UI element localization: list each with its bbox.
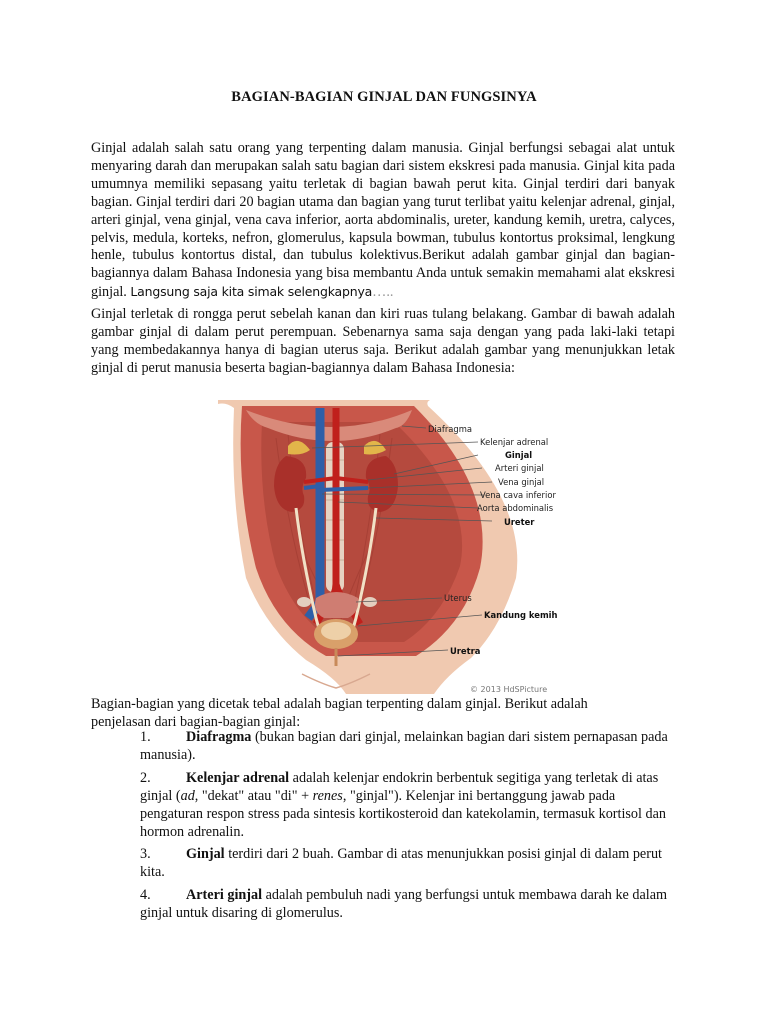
uterus [315, 592, 358, 618]
list-item [140, 770, 680, 842]
summary-paragraph: Bagian-bagian yang dicetak tebal adalah bagian terpenting dalam ginjal. Berikut adalah penjelasan dari bagian-bagian ginjal: [91, 696, 588, 730]
list-number: 1. [140, 729, 151, 745]
page-title: BAGIAN-BAGIAN GINJAL DAN FUNGSINYA [231, 89, 537, 105]
list-italic-renes: renes [312, 787, 343, 804]
list-text: (bukan bagian dari ginjal, melainkan bagian dari sistem pernapasan pada manusia). [140, 729, 668, 763]
figure-copyright: © 2013 HdSPicture [470, 685, 548, 694]
label-kandung-kemih: Kandung kemih [484, 610, 558, 620]
label-arteri-ginjal: Arteri ginjal [495, 463, 544, 473]
list-term: Kelenjar adrenal [186, 769, 290, 786]
label-uterus: Uterus [444, 593, 472, 603]
kidney-anatomy-figure [216, 398, 560, 694]
list-item [140, 887, 680, 923]
list-term: Ginjal [186, 846, 225, 863]
list-item [140, 729, 680, 765]
list-text: terdiri dari 2 buah. Gambar di atas menunjukkan posisi ginjal di dalam perut kita. [140, 846, 662, 881]
list-number: 4. [140, 887, 151, 904]
intro-tail: Langsung saja kita simak selengkapnya [130, 284, 373, 300]
list-text: adalah pembuluh nadi yang berfungsi untuk membawa darah ke dalam ginjal untuk disaring di glomerulus. [140, 887, 668, 922]
list-term: Diafragma [186, 729, 252, 745]
intro-paragraph [91, 140, 675, 302]
list-number: 2. [140, 769, 151, 786]
list-text: , "dekat" atau "di" + [194, 787, 313, 804]
label-aorta-abdominalis: Aorta abdominalis [477, 503, 554, 513]
label-ureter: Ureter [504, 517, 535, 527]
list-text: adalah kelenjar endokrin berbentuk segitiga yang terletak di atas ginjal ( [140, 769, 659, 804]
list-item [140, 846, 680, 882]
list-text: , "ginjal"). Kelenjar ini bertanggung jawab pada pengaturan respon stress pada sintesis kortikosteroid dan katekolamin, termasuk kortisol dan hormon adrenalin. [140, 787, 667, 840]
label-vena-ginjal: Vena ginjal [498, 477, 545, 487]
intro-text: Ginjal adalah salah satu orang yang terpenting dalam manusia. Ginjal berfungsi sebagai alat untuk menyaring darah dan merupakan salah satu bagian dari sistem ekskresi pada manusia. Ginjal kita pada umumnya memiliki sepasang yaitu terletak di bagian bawah perut kita. Ginjal terdiri dari banyak bagian. Ginjal terdiri dari 20 bagian utama dan bagian yang turut terlibat yaitu kelenjar adrenal, ginjal, arteri ginjal, vena ginjal, vena cava inferior, aorta abdominalis, ureter, kandung kemih, uretra, calyces, pelvis, medula, korteks, nefron, glomerulus, kapsula bowman, tubulus kontortus proksimal, lengkung henle, tubulus kontortus distal, dan tubulus kolektivus.Berikut adalah gambar ginjal dan bagian-bagiannya dalam Bahasa Indonesia yang bisa membantu Anda untuk semakin memahami alat ekskresi ginjal. [91, 140, 675, 301]
renal-vein-right [320, 488, 368, 490]
intro-dots: ….. [372, 284, 394, 301]
label-kelenjar-adrenal: Kelenjar adrenal [480, 437, 549, 447]
location-paragraph: Ginjal terletak di rongga perut sebelah kanan dan kiri ruas tulang belakang. Gambar di bawah adalah gambar ginjal di dalam perut perempuan. Sebenarnya sama saja dengan yang pada laki-laki tetapi yang membedakannya hanya di bagian uterus saja. Berikut adalah gambar yang menunjukkan letak ginjal di perut manusia beserta bagian-bagiannya dalam Bahasa Indonesia: [91, 306, 675, 376]
parts-list [140, 729, 680, 928]
list-term: Arteri ginjal [186, 887, 263, 904]
renal-vein-left [304, 486, 320, 488]
label-vena-cava-inferior: Vena cava inferior [480, 490, 556, 500]
list-number: 3. [140, 846, 151, 863]
label-diafragma: Diafragma [428, 424, 473, 434]
list-italic-ad: ad [180, 787, 195, 804]
label-uretra: Uretra [450, 646, 481, 656]
label-ginjal: Ginjal [505, 450, 533, 460]
